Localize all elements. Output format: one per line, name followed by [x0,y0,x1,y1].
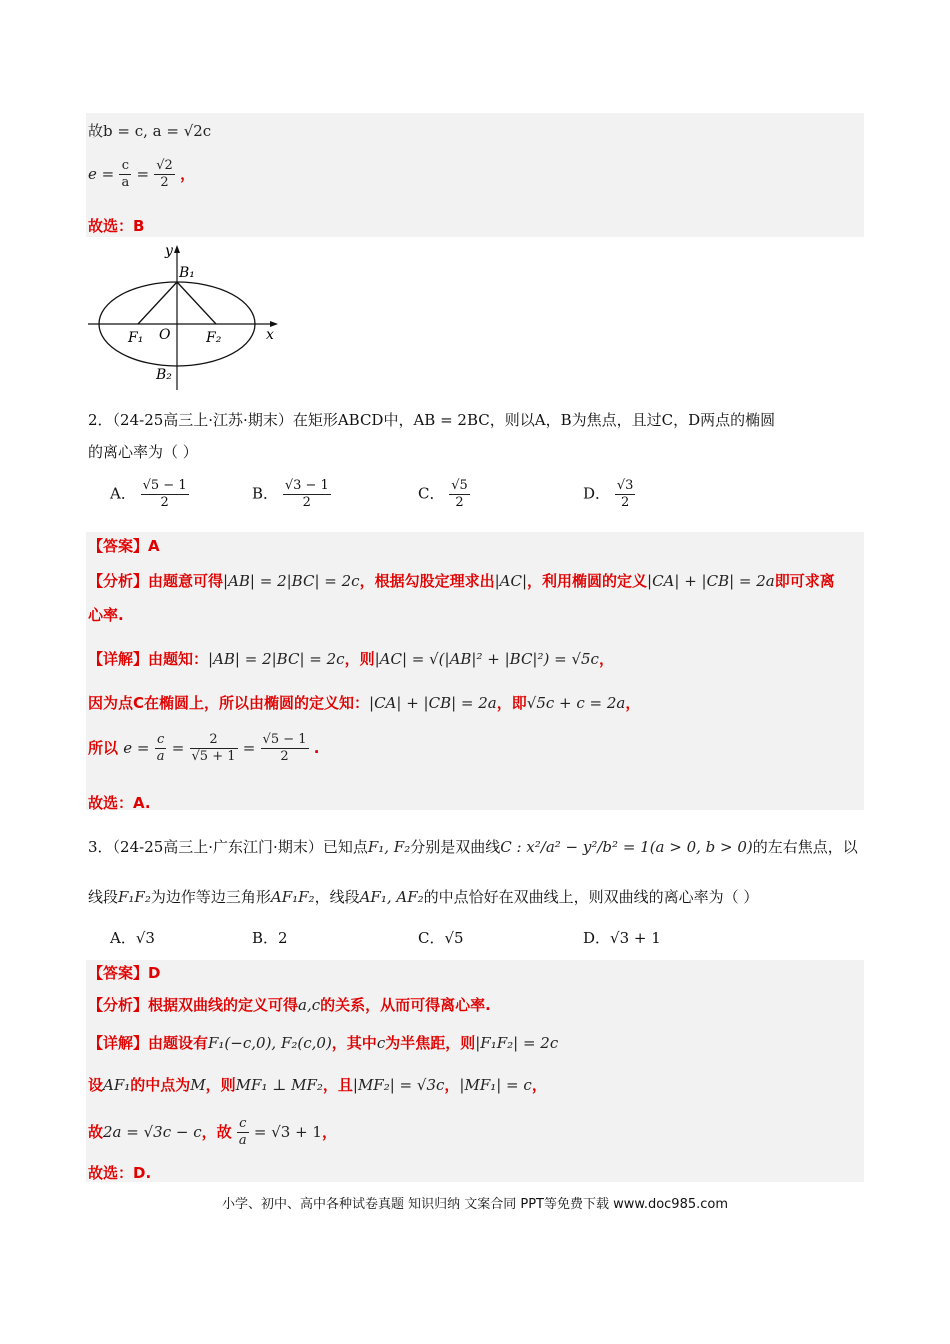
q3-option-a[interactable]: A．√3 [110,929,155,947]
q2-analysis-line2: 心率. [88,606,124,624]
q3-answer: 【答案】D [88,964,161,982]
f2-label: F₂ [206,330,222,346]
q2-option-c[interactable]: C． $\frac{√5}{2}$ [418,478,468,510]
ellipse-figure [86,242,280,394]
q2-stem-line2: 的离心率为（ ） [88,443,198,461]
q3-gu-line: 故2a = √3c − c，故 $\frac{c}{a}$ = √3 + 1， [88,1116,337,1148]
q2-pick: 故选：A. [88,794,151,812]
q3-pick: 故选：D. [88,1164,152,1182]
q2-stem-line1: 2．（24-25高三上·江苏·期末）在矩形ABCD中，AB = 2BC，则以A，B为焦点，且过C，D两点的椭圆 [88,411,776,429]
x-axis-label: x [266,327,274,343]
q3-option-c[interactable]: C．√5 [418,929,464,947]
q3-option-b[interactable]: B．2 [252,929,288,947]
q2-option-d[interactable]: D． $\frac{√3}{2}$ [583,478,634,510]
q2-option-b[interactable]: B． $\frac{√3 - 1}{2}$ [252,478,329,510]
q2-detail-line: 【详解】由题知：|AB| = 2|BC| = 2c，则|AC| = √(|AB|² + |BC|²) = √5c， [88,650,614,668]
q2-answer: 【答案】A [88,537,160,555]
q3-stem-line2: 线段F₁F₂为边作等边三角形AF₁F₂，线段AF₁, AF₂的中点恰好在双曲线上，则双曲线的离心率为（ ） [88,888,759,906]
b1-label: B₁ [179,265,195,281]
q2-analysis-line1: 【分析】由题意可得|AB| = 2|BC| = 2c，根据勾股定理求出|AC|，利用椭圆的定义|CA| + |CB| = 2a即可求离 [88,572,835,590]
f1-label: F₁ [128,330,144,346]
y-axis-label: y [165,243,173,259]
q3-set-line: 设AF₁的中点为M，则MF₁ ⊥ MF₂，且|MF₂| = √3c，|MF₁| = c， [88,1076,547,1094]
q2-so-line: 所以 e = $\frac{c}{a}$ = $\frac{2}{√5 + 1}$ = $\frac{√5 - 1}{2}$ . [88,732,320,764]
q2-option-a[interactable]: A． $\frac{√5 - 1}{2}$ [110,478,187,510]
q3-detail: 【详解】由题设有F₁(−c,0), F₂(c,0)，其中c为半焦距，则|F₁F₂| = 2c [88,1034,559,1052]
conclusion-line: 故b = c, a = √2c [88,122,212,140]
answer-pick-b: 故选：B [88,217,145,235]
b2-label: B₂ [156,367,172,383]
page-footer: 小学、初中、高中各种试卷真题 知识归纳 文案合同 PPT等免费下载 www.doc985.com [221,1197,729,1212]
q2-because-line: 因为点C在椭圆上，所以由椭圆的定义知：|CA| + |CB| = 2a，即√5c + c = 2a， [88,694,641,712]
q3-analysis: 【分析】根据双曲线的定义可得a,c的关系，从而可得离心率. [88,996,491,1014]
q3-option-d[interactable]: D．√3 + 1 [583,929,661,947]
q3-stem-line1: 3．（24-25高三上·广东江门·期末）已知点F₁, F₂分别是双曲线C : x²/a² − y²/b² = 1(a > 0, b > 0)的左右焦点，以 [88,838,858,856]
eccentricity-line: e = $\frac{c}{a}$ = $\frac{√2}{2}$ ， [88,158,196,190]
origin-label: O [159,327,171,343]
